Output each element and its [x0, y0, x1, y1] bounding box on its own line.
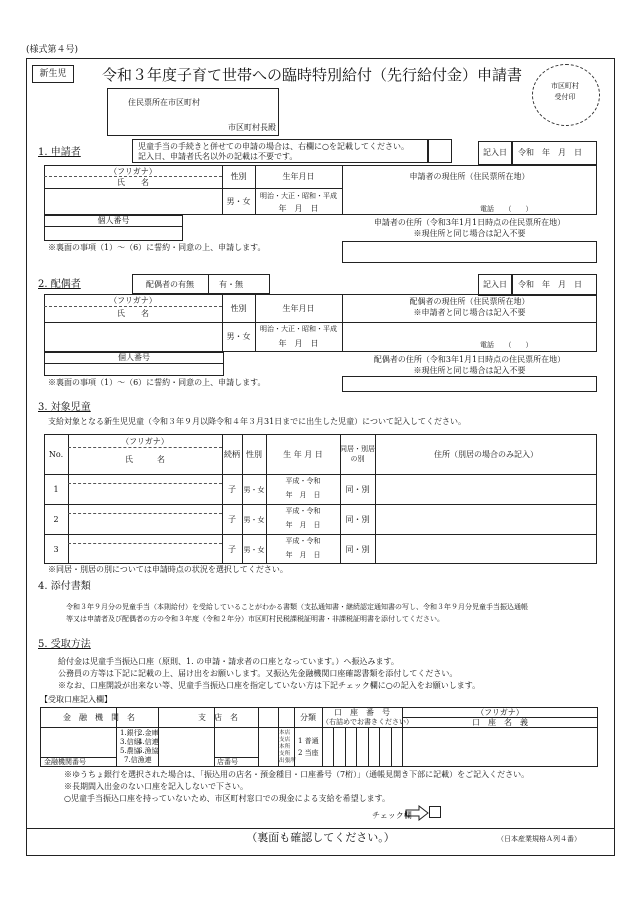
child-row-2-no: 2 [53, 515, 59, 524]
arrow-right-icon [405, 805, 429, 821]
children-name-header: 氏 名 [125, 455, 165, 464]
applicant-circle-box[interactable] [428, 139, 452, 163]
bank-code-label: 金融機関番号 [44, 758, 86, 766]
receipt-note2: ※長期間入出金のない口座を記入しないで下さい。 [64, 782, 248, 791]
child-row-2-era[interactable]: 平成・令和 [285, 507, 321, 515]
holder-furigana-header: （フリガナ） [476, 708, 524, 717]
children-relation-header: 続柄 [224, 450, 240, 459]
applicant-note-line1: 児童手当の手続きと併せての申請の場合は、右欄に○を記載してください。 [138, 142, 409, 151]
branch-type-3[interactable]: 本所 [279, 743, 291, 750]
bank-type-5[interactable]: 5.農協 [120, 747, 141, 755]
documents-line2: 等又は申請者及び配偶者の方の令和３年度（令和２年分）市区町村民税課税証明書・非課税証明書を添付してください。 [66, 615, 444, 623]
spouse-current-address-note: ※申請者と同じ場合は記入不要 [413, 308, 526, 317]
holder-header: 口 座 名 義 [472, 718, 528, 727]
receipt-heading: 5. 受取方法 [38, 639, 91, 650]
municipality-label: 住民票所在市区町村 [128, 98, 200, 107]
child-row-2-cohab[interactable]: 同・別 [345, 515, 370, 524]
documents-heading: 4. 添付書類 [38, 581, 91, 592]
applicant-personal-number-label: 個人番号 [97, 216, 130, 225]
child-row-3-no: 3 [53, 545, 59, 554]
child-row-1-address-input[interactable] [377, 476, 595, 502]
mayor-label: 市区町村長殿 [228, 123, 276, 132]
children-sex-header: 性別 [246, 450, 262, 459]
spouse-name-label: 氏 名 [117, 309, 149, 318]
children-cohab-header-2: の別 [350, 455, 365, 463]
applicant-phone[interactable]: 電話 （ ） [480, 205, 533, 213]
children-dob-header: 生 年 月 日 [283, 450, 323, 459]
child-row-1-relation: 子 [228, 485, 236, 494]
spouse-jan1-address-label: 配偶者の住所（令和3年1月1日時点の住民票所在地） [373, 355, 566, 364]
receipt-note1: ※ゆうちょ銀行を選択された場合は、「振込用の店名・預金種目・口座番号（7桁）」（通帳見開き下部に記載）をご記入ください。 [64, 770, 530, 779]
branch-type-4[interactable]: 支所 [279, 750, 291, 757]
branch-code-label: 店番号 [217, 758, 238, 766]
spouse-phone[interactable]: 電話 （ ） [480, 341, 533, 349]
children-note: ※同居・別居の別については申請時点の状況を選択してください。 [48, 565, 288, 574]
child-row-3-sex[interactable]: 男・女 [243, 546, 265, 554]
child-row-3-relation: 子 [228, 545, 236, 554]
receipt-note3: ○児童手当振込口座を持っていないため、市区町村窓口での現金による支給を希望します。 [64, 794, 391, 803]
check-label: チェック欄 [372, 811, 412, 820]
form-title: 令和３年度子育て世帯への臨時特別給付（先行給付金）申請書 [102, 66, 523, 84]
child-row-1-sex[interactable]: 男・女 [243, 486, 265, 494]
bank-type-2[interactable]: 2.金庫 [138, 729, 159, 737]
children-address-header: 住所（別居の場合のみ記入） [434, 450, 538, 459]
form-number: (様式第４号) [26, 45, 79, 55]
newborn-badge: 新生児 [32, 65, 74, 83]
receipt-line1: 給付金は児童手当振込口座（原則、1. の申請・請求者の口座となっています。）へ振込みます。 [58, 657, 399, 666]
check-box[interactable] [429, 806, 441, 818]
child-row-1-ymd[interactable]: 年 月 日 [285, 491, 321, 499]
applicant-jan1-address-label: 申請者の住所（令和3年1月1日時点の住民票所在地） [373, 218, 566, 227]
applicant-current-address-label: 申請者の現住所（住民票所在地） [409, 172, 530, 181]
children-intro: 支給対象となる新生児児童（令和３年９月以降令和４年３月31日までに出生した児童）について記入してください。 [48, 417, 467, 426]
spouse-entry-date-label: 記入日 [483, 280, 507, 289]
spouse-jan1-address-input[interactable] [342, 376, 597, 392]
receipt-line2: 公務員の方等は下記に記載の上、届け出をお願いします。又振込先金融機関口座確認書類を添付してください。 [58, 669, 458, 678]
child-row-2-ymd[interactable]: 年 月 日 [285, 521, 321, 529]
stamp-line2: 受付印 [554, 93, 576, 101]
children-heading: 3. 対象児童 [38, 402, 91, 413]
spouse-era[interactable]: 明治・大正・昭和・平成 [260, 325, 337, 333]
child-row-1-no: 1 [53, 485, 59, 494]
spouse-pledge: ※裏面の事項（1）～（6）に誓約・同意の上、申請します。 [48, 378, 266, 387]
child-row-2-address-input[interactable] [377, 506, 595, 532]
applicant-name-input[interactable] [46, 190, 220, 213]
receipt-line3: ※なお、口座開設が出来ない等、児童手当振込口座を指定していない方は下記チェック欄に○の記入をお願いします。 [58, 681, 481, 690]
applicant-dob-label: 生年月日 [282, 172, 315, 181]
spouse-furigana: （フリガナ） [109, 296, 157, 305]
applicant-sex-label: 性別 [230, 172, 247, 181]
children-no-header: No. [48, 450, 64, 459]
spouse-current-address-label: 配偶者の現住所（住民票所在地） [409, 297, 530, 306]
child-row-2-sex[interactable]: 男・女 [243, 516, 265, 524]
child-row-3-cohab[interactable]: 同・別 [345, 545, 370, 554]
applicant-jan1-address-note: ※現住所と同じ場合は記入不要 [413, 229, 526, 238]
spouse-dob-label: 生年月日 [282, 304, 315, 313]
account-type-2[interactable]: 2 当座 [298, 749, 319, 757]
account-number-note: （右詰めでお書きください） [322, 718, 413, 726]
category-header: 分類 [300, 713, 316, 722]
applicant-heading: 1. 申請者 [38, 147, 81, 158]
spouse-name-input[interactable] [46, 324, 220, 350]
children-cohab-header-1: 同居・別居 [340, 445, 375, 453]
child-row-2-name-input[interactable] [70, 506, 220, 532]
child-row-1-cohab[interactable]: 同・別 [345, 485, 370, 494]
spouse-exists-options[interactable]: 有・無 [219, 280, 243, 289]
branch-name-header: 支 店 名 [198, 713, 238, 722]
spouse-personal-number-label: 個人番号 [118, 353, 150, 362]
applicant-note-line2: 記入日、申請者氏名以外の記載は不要です。 [138, 152, 298, 161]
footer-standard: （日本産業規格Ａ列４番） [497, 835, 581, 843]
spouse-jan1-address-note: ※現住所と同じ場合は記入不要 [413, 366, 526, 375]
bank-name-header: 金 融 機 関 名 [63, 713, 135, 722]
account-number-input[interactable] [323, 729, 401, 765]
branch-name-input[interactable] [160, 729, 212, 765]
applicant-jan1-address-input[interactable] [342, 241, 597, 263]
applicant-name-label: 氏 名 [117, 178, 149, 187]
entry-date-label: 記入日 [483, 148, 507, 157]
spouse-entry-date-value: 令和 年 月 日 [518, 280, 582, 289]
spouse-exists-label: 配偶者の有無 [146, 280, 194, 289]
branch-type-2[interactable]: 支店 [279, 736, 291, 743]
child-row-3-name-input[interactable] [70, 536, 220, 562]
spouse-sex-label: 性別 [230, 304, 247, 313]
spouse-heading: 2. 配偶者 [38, 279, 81, 290]
child-row-2-relation: 子 [228, 515, 236, 524]
bank-name-input[interactable] [42, 729, 114, 755]
account-type-1[interactable]: 1 普通 [298, 737, 319, 745]
applicant-sex-options[interactable]: 男・女 [226, 197, 251, 206]
account-number-header: 口 座 番 号 [334, 708, 390, 717]
branch-type-5[interactable]: 出張所 [279, 757, 296, 764]
child-row-1-era[interactable]: 平成・令和 [285, 477, 321, 485]
applicant-dob-ymd[interactable]: 年 月 日 [278, 204, 319, 213]
applicant-pledge: ※裏面の事項（1）～（6）に誓約・同意の上、申請します。 [48, 243, 266, 252]
account-holder-input[interactable] [404, 729, 596, 765]
child-row-3-address-input[interactable] [377, 536, 595, 562]
footer-note: （裏面も確認してください。） [246, 831, 395, 844]
bank-type-3[interactable]: 3.信組 [120, 738, 141, 746]
entry-date-value: 令和 年 月 日 [518, 148, 582, 157]
applicant-furigana: （フリガナ） [109, 167, 157, 176]
children-furigana-header: （フリガナ） [121, 437, 169, 446]
spouse-dob-ymd[interactable]: 年 月 日 [278, 339, 319, 348]
account-table-title: 【受取口座記入欄】 [40, 695, 112, 704]
branch-type-1[interactable]: 本店 [279, 729, 291, 736]
child-row-3-era[interactable]: 平成・令和 [285, 537, 321, 545]
bank-type-7[interactable]: 7.信漁連 [124, 756, 152, 764]
bank-type-1[interactable]: 1.銀行 [120, 729, 141, 737]
child-row-3-ymd[interactable]: 年 月 日 [285, 551, 321, 559]
child-row-1-name-input[interactable] [70, 476, 220, 502]
bank-type-4[interactable]: 4.信連 [138, 738, 159, 746]
documents-line1: 令和３年９月分の児童手当（本則給付）を受給していることがわかる書類（支払通知書・継続認定通知書の写し、令和３年９月分児童手当振込通帳 [66, 603, 528, 611]
bank-type-6[interactable]: 6.漁協 [138, 747, 159, 755]
stamp-line1: 市区町村 [551, 82, 579, 90]
applicant-era[interactable]: 明治・大正・昭和・平成 [260, 192, 337, 200]
spouse-sex-options[interactable]: 男・女 [226, 332, 251, 341]
